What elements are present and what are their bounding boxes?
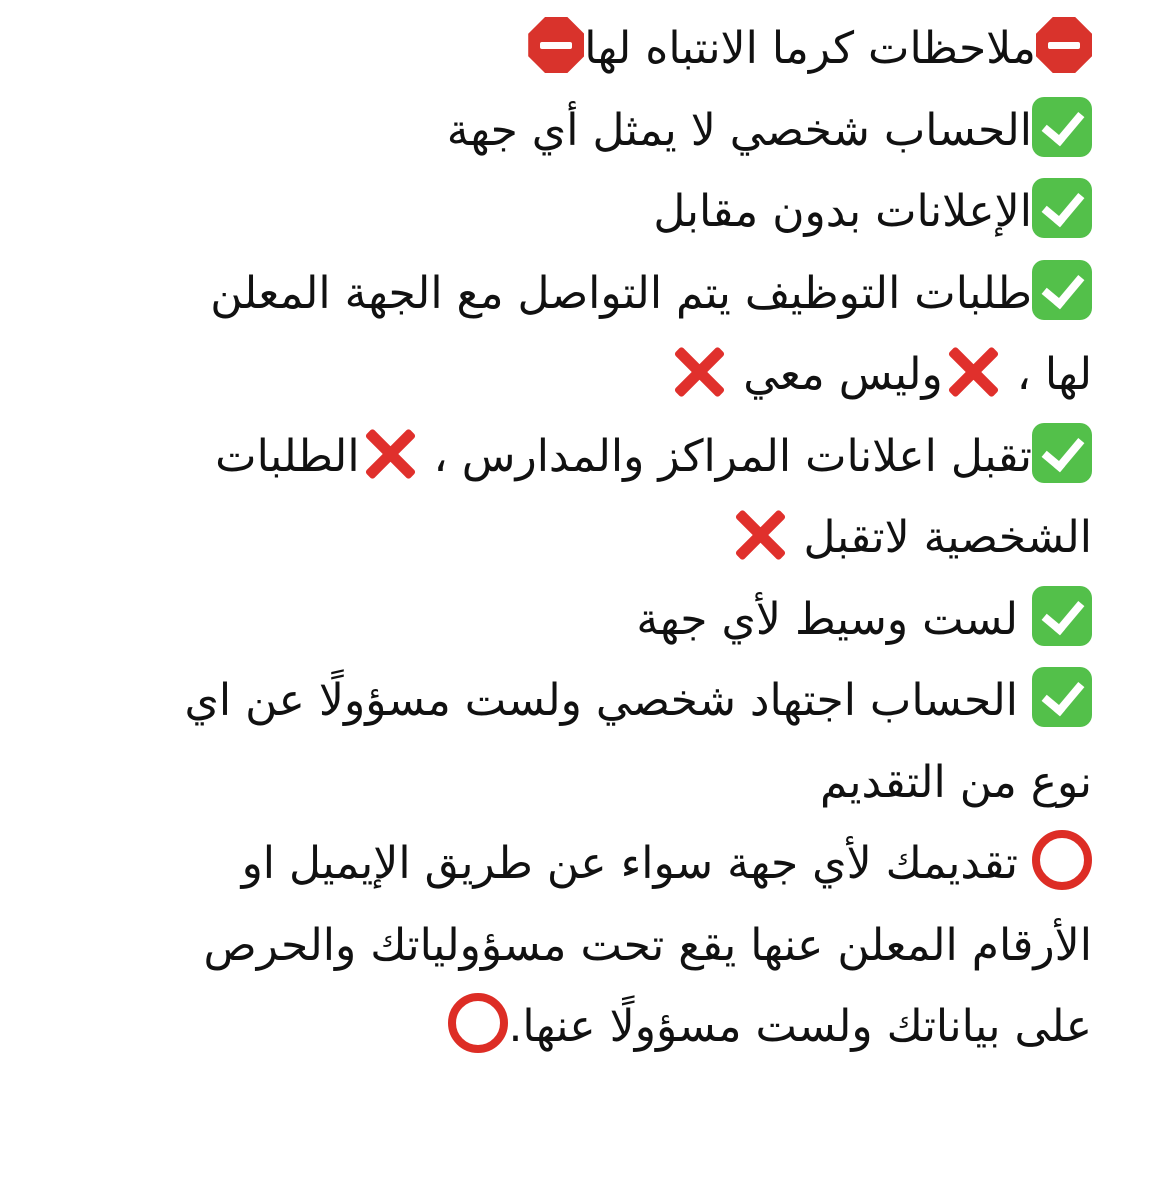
note-line xyxy=(112,416,1092,498)
stop-sign-icon xyxy=(528,17,584,73)
note-text: تقبل اعلانات المراكز والمدارس ، xyxy=(419,430,1032,482)
hollow-red-circle-icon xyxy=(448,993,508,1053)
cross-mark-icon xyxy=(943,341,1003,401)
note-text: نوع من التقديم xyxy=(819,756,1092,808)
note-line xyxy=(112,823,1092,905)
cross-mark-icon xyxy=(360,423,420,483)
note-text: لست وسيط لأي جهة xyxy=(636,593,1032,645)
note-line xyxy=(112,90,1092,172)
note-line xyxy=(112,986,1092,1068)
note-text: طلبات التوظيف يتم التواصل مع الجهة المعلن xyxy=(210,267,1032,319)
note-text: الأرقام المعلن عنها يقع تحت مسؤولياتك والحرص xyxy=(203,919,1092,971)
note-line xyxy=(112,497,1092,579)
note-text: على بياناتك ولست مسؤولًا عنها. xyxy=(508,1001,1092,1052)
check-mark-button-icon xyxy=(1032,260,1092,320)
note-text: الإعلانات بدون مقابل xyxy=(653,186,1032,237)
hollow-red-circle-icon xyxy=(1032,830,1092,890)
notes-text-block xyxy=(112,8,1092,1068)
note-line xyxy=(112,905,1092,987)
check-mark-button-icon xyxy=(1032,178,1092,238)
check-mark-button-icon xyxy=(1032,97,1092,157)
check-mark-button-icon xyxy=(1032,667,1092,727)
note-text: الشخصية لاتقبل xyxy=(789,512,1092,563)
note-line xyxy=(112,660,1092,742)
check-mark-button-icon xyxy=(1032,586,1092,646)
note-text: الطلبات xyxy=(215,430,360,482)
note-line xyxy=(112,334,1092,416)
note-text: وليس معي xyxy=(729,349,943,400)
note-line xyxy=(112,579,1092,661)
check-mark-button-icon xyxy=(1032,423,1092,483)
note-text: تقديمك لأي جهة سواء عن طريق الإيميل او xyxy=(241,838,1032,889)
note-line xyxy=(112,171,1092,253)
title-text: ملاحظات كرما الانتباه لها xyxy=(584,23,1036,74)
note-line xyxy=(112,742,1092,824)
note-text: الحساب شخصي لا يمثل أي جهة xyxy=(446,104,1032,156)
note-text: الحساب اجتهاد شخصي ولست مسؤولًا عن اي xyxy=(184,675,1032,726)
note-line xyxy=(112,253,1092,335)
note-text: لها ، xyxy=(1002,349,1092,400)
note-line-title xyxy=(112,8,1092,90)
stop-sign-icon xyxy=(1036,17,1092,73)
cross-mark-icon xyxy=(730,504,790,564)
cross-mark-icon xyxy=(669,341,729,401)
